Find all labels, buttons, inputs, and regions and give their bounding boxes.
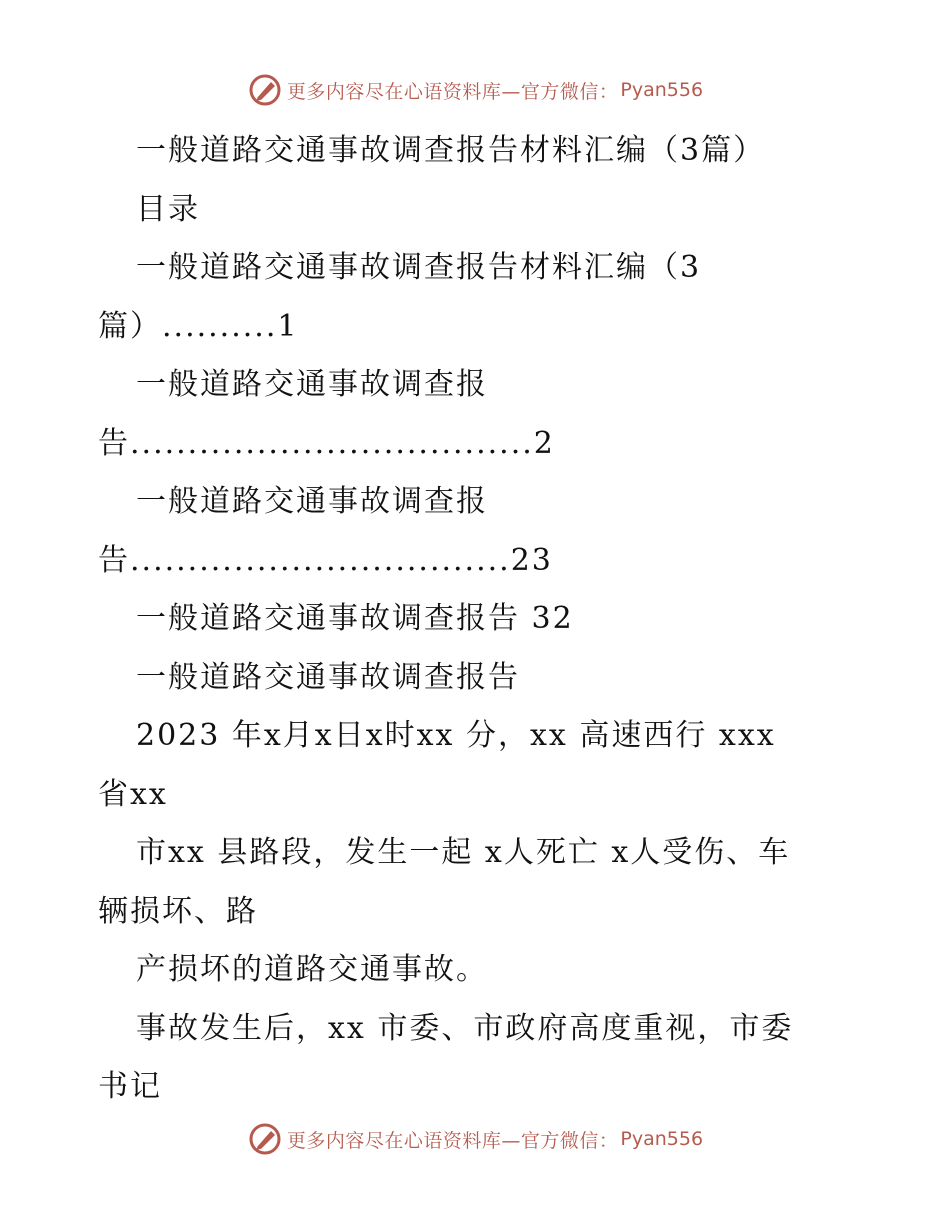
watermark-text: 更多内容尽在心语资料库—官方微信：: [286, 80, 619, 103]
toc-heading: 目录: [136, 191, 200, 227]
header-watermark: [0, 72, 950, 108]
watermark-text: 更多内容尽在心语资料库—官方微信：: [286, 1129, 619, 1152]
toc-entry-3-part2[interactable]: 告.................................23: [98, 542, 553, 578]
toc-entry-1-part1[interactable]: 一般道路交通事故调查报告材料汇编（3: [136, 250, 702, 285]
pen-logo-icon: [247, 72, 283, 108]
watermark-contact: Pyan556: [620, 79, 704, 101]
pen-logo-icon: [247, 1121, 283, 1157]
footer-watermark: [0, 1121, 950, 1157]
toc-entry-4[interactable]: 一般道路交通事故调查报告 32: [136, 601, 574, 636]
doc-title: 一般道路交通事故调查报告材料汇编（3篇）: [136, 133, 766, 168]
watermark-contact: Pyan556: [620, 1128, 704, 1150]
toc-entry-1-part2[interactable]: 篇）..........1: [98, 308, 299, 344]
paragraph-line: 省xx: [98, 776, 168, 812]
paragraph-line: 产损坏的道路交通事故。: [136, 952, 488, 987]
paragraph-line: 2023 年x月x日x时xx 分，xx 高速西行 xxx: [136, 718, 776, 753]
toc-entry-3-part1[interactable]: 一般道路交通事故调查报: [136, 484, 488, 519]
section-heading: 一般道路交通事故调查报告: [136, 659, 520, 695]
paragraph-line: 辆损坏、路: [98, 893, 258, 929]
toc-entry-2-part2[interactable]: 告...................................2: [98, 425, 555, 461]
paragraph-line: 书记: [98, 1069, 162, 1104]
paragraph-line: 市xx 县路段，发生一起 x人死亡 x人受伤、车: [136, 835, 791, 870]
document-body: [98, 122, 878, 1117]
toc-entry-2-part1[interactable]: 一般道路交通事故调查报: [136, 367, 488, 402]
paragraph-line: 事故发生后，xx 市委、市政府高度重视，市委: [136, 1010, 794, 1046]
